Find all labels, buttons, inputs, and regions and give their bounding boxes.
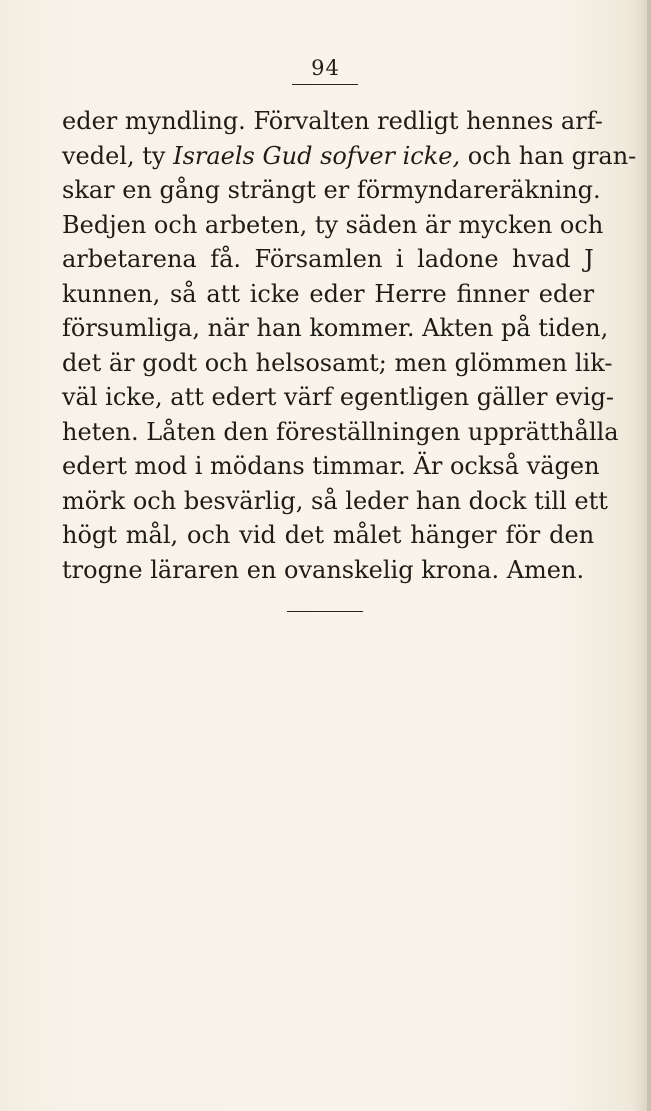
line-text: mörk och besvärlig, så leder han dock till ett [62, 486, 608, 515]
text-line-2 [62, 139, 637, 174]
line-text: arbetarena få. Församlen i ladone hvad J [62, 245, 594, 273]
page-number-rule [292, 84, 358, 85]
line-text: eder myndling. Förvalten redligt hennes arf- [62, 107, 603, 135]
text-line-7 [62, 311, 609, 346]
text-line-3 [62, 173, 601, 208]
text-line-1 [62, 104, 603, 139]
line-text: kunnen, så att icke eder Herre finner eder [62, 279, 595, 308]
text-line-11 [62, 449, 600, 484]
text-line-12 [62, 484, 608, 519]
page-edge [647, 0, 651, 1111]
text-line-8 [62, 346, 613, 381]
line-text: försumliga, när han kommer. Akten på tiden, [62, 314, 609, 342]
text-line-14 [62, 553, 594, 588]
text-line-5 [62, 242, 594, 277]
line-text: Bedjen och arbeten, ty säden är mycken och [62, 210, 604, 239]
page-number: 94 [311, 56, 340, 80]
line-text: det är godt och helsosamt; men glömmen lik- [62, 348, 613, 377]
end-rule [287, 611, 363, 612]
text-line-13 [62, 518, 594, 553]
text-line-9 [62, 380, 614, 415]
line-text: heten. Låten den föreställningen upprätthålla [62, 417, 619, 446]
italic-phrase: Israels Gud sofver icke, [173, 141, 461, 170]
line-text [62, 139, 636, 174]
line-text-start: vedel, ty [62, 141, 174, 170]
line-text: trogne läraren en ovanskelig krona. Amen. [62, 555, 585, 584]
text-line-6 [62, 277, 594, 312]
body-text [62, 104, 637, 587]
line-text: högt mål, och vid det målet hänger för den [62, 521, 595, 549]
text-line-10 [62, 415, 619, 450]
line-text: edert mod i mödans timmar. Är också vägen [62, 452, 600, 480]
line-text: väl icke, att edert värf egentligen gäller evig- [62, 383, 614, 411]
line-text: skar en gång strängt er förmyndareräkning. [62, 176, 601, 204]
line-text-end: och han gran- [460, 141, 637, 170]
text-line-4 [62, 208, 604, 243]
